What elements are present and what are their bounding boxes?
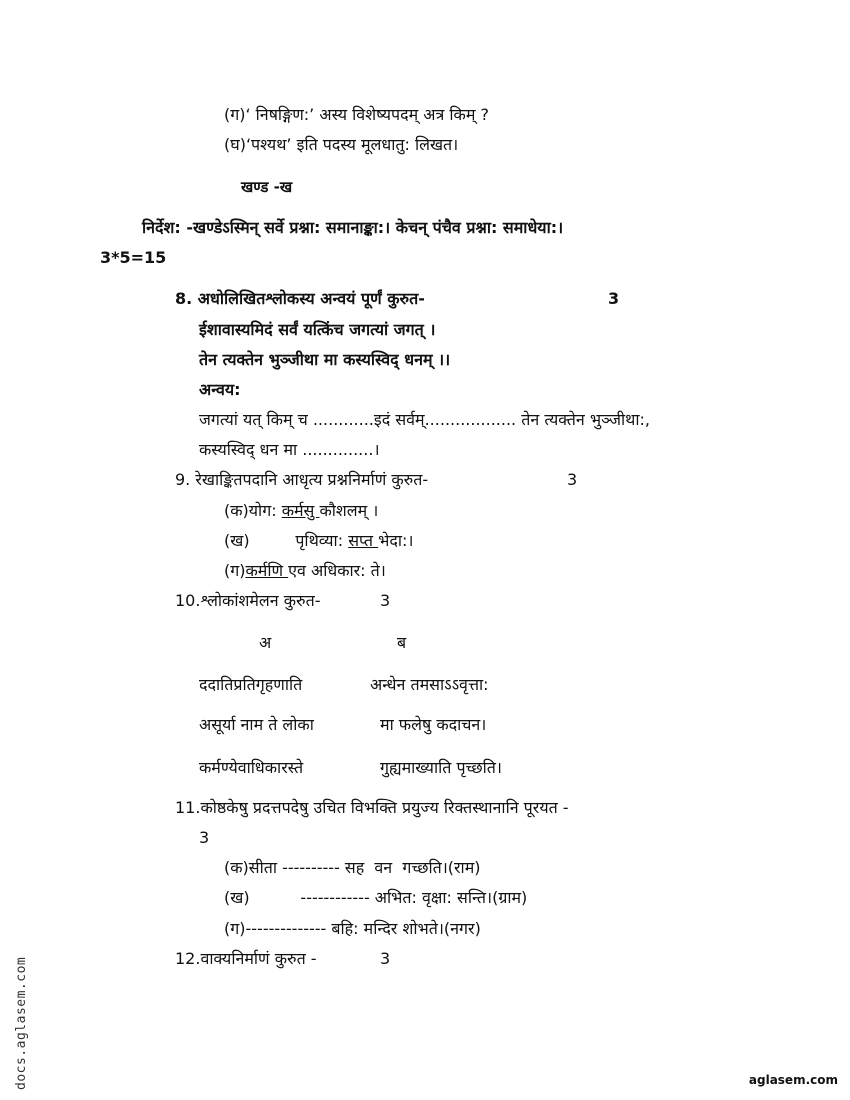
q9-ka <box>224 501 378 521</box>
q8-anvaya-label: अन्वय: <box>199 380 241 399</box>
section-marks: 3*5=15 <box>100 248 167 267</box>
q9-ga <box>224 561 386 581</box>
q11-kha: (ख) ------------ अभित: वृक्षा: सन्ति।(ग्राम) <box>224 888 528 907</box>
side-watermark: docs.aglasem.com <box>14 956 29 1090</box>
q9-ga-underlined: कर्मणि <box>245 561 289 580</box>
q9-ka-pre: (क)योग: <box>224 501 282 520</box>
q8-marks: 3 <box>608 289 620 308</box>
q9-ga-pre: (ग) <box>224 561 246 580</box>
q10-row-a: ददातिप्रतिगृहणाति <box>199 675 303 694</box>
q10-row-a: असूर्या नाम ते लोका <box>199 715 314 734</box>
q12-prompt: 12.वाक्यनिर्माणं कुरुत - <box>175 949 317 968</box>
q9-ka-underlined: कर्मसु <box>281 501 320 520</box>
q10-row-b: गुह्यमाख्याति पृच्छति। <box>380 758 502 777</box>
q8-shloka-line1: ईशावास्यमिदं सर्वं यत्किंच जगत्यां जगत् । <box>199 320 436 339</box>
q11-ka: (क)सीता ---------- सह वन गच्छति।(राम) <box>224 858 481 877</box>
q9-marks: 3 <box>567 470 578 489</box>
q10-col-a-header: अ <box>259 633 272 652</box>
q10-row-b: मा फलेषु कदाचन। <box>380 715 487 734</box>
q10-marks: 3 <box>380 591 391 610</box>
q10-col-b-header: ब <box>397 633 407 652</box>
q9-ga-post: एव अधिकार: ते। <box>288 561 386 580</box>
q7-ga: (ग)‘ निषङ्गिण:’ अस्य विशेष्यपदम् अत्र किम् ? <box>224 105 489 124</box>
q11-ga: (ग)-------------- बहि: मन्दिर शोभते।(नगर) <box>224 919 481 938</box>
q8-anvaya-line2: कस्यस्विद् धन मा ..............। <box>199 440 380 459</box>
brand-watermark: aglasem.com <box>748 1073 838 1087</box>
q9-kha-underlined: सप्त <box>348 531 379 550</box>
q8-prompt: 8. अधोलिखितश्लोकस्य अन्वयं पूर्णं कुरुत- <box>175 289 425 308</box>
q8-anvaya-line1: जगत्यां यत् किम् च ............इदं सर्वम्.................. तेन त्यक्तेन भुञ्जीथा:, <box>199 410 651 429</box>
q7-gha: (घ)‘पश्यथ’ इति पदस्य मूलधातु: लिखत। <box>224 135 459 154</box>
q11-prompt: 11.कोष्ठकेषु प्रदत्तपदेषु उचित विभक्ति प्रयुज्य रिक्तस्थानानि पूरयत - <box>175 798 569 817</box>
q9-kha-pre: (ख) पृथिव्या: <box>224 531 349 550</box>
q9-prompt: 9. रेखाङ्कितपदानि आधृत्य प्रश्ननिर्माणं कुरुत- <box>175 470 429 489</box>
q10-row-b: अन्धेन तमसाऽऽवृत्ता: <box>370 675 489 694</box>
q10-prompt: 10.श्लोकांशमेलन कुरुत- <box>175 591 321 610</box>
q9-kha-post: भेदा:। <box>378 531 414 550</box>
q9-ka-post: कौशलम् । <box>319 501 379 520</box>
q11-marks: 3 <box>199 828 210 847</box>
q8-shloka-line2: तेन त्यक्तेन भुञ्जीथा मा कस्यस्विद् धनम् ।। <box>199 350 451 369</box>
q9-kha <box>224 531 413 551</box>
q12-marks: 3 <box>380 949 391 968</box>
section-title: खण्ड -ख <box>241 178 293 196</box>
section-instruction: निर्देश: -खण्डेऽस्मिन् सर्वे प्रश्ना: समानाङ्का:। केचन् पंचैव प्रश्ना: समाधेया:। <box>142 218 564 237</box>
q10-row-a: कर्मण्येवाधिकारस्ते <box>199 758 304 777</box>
